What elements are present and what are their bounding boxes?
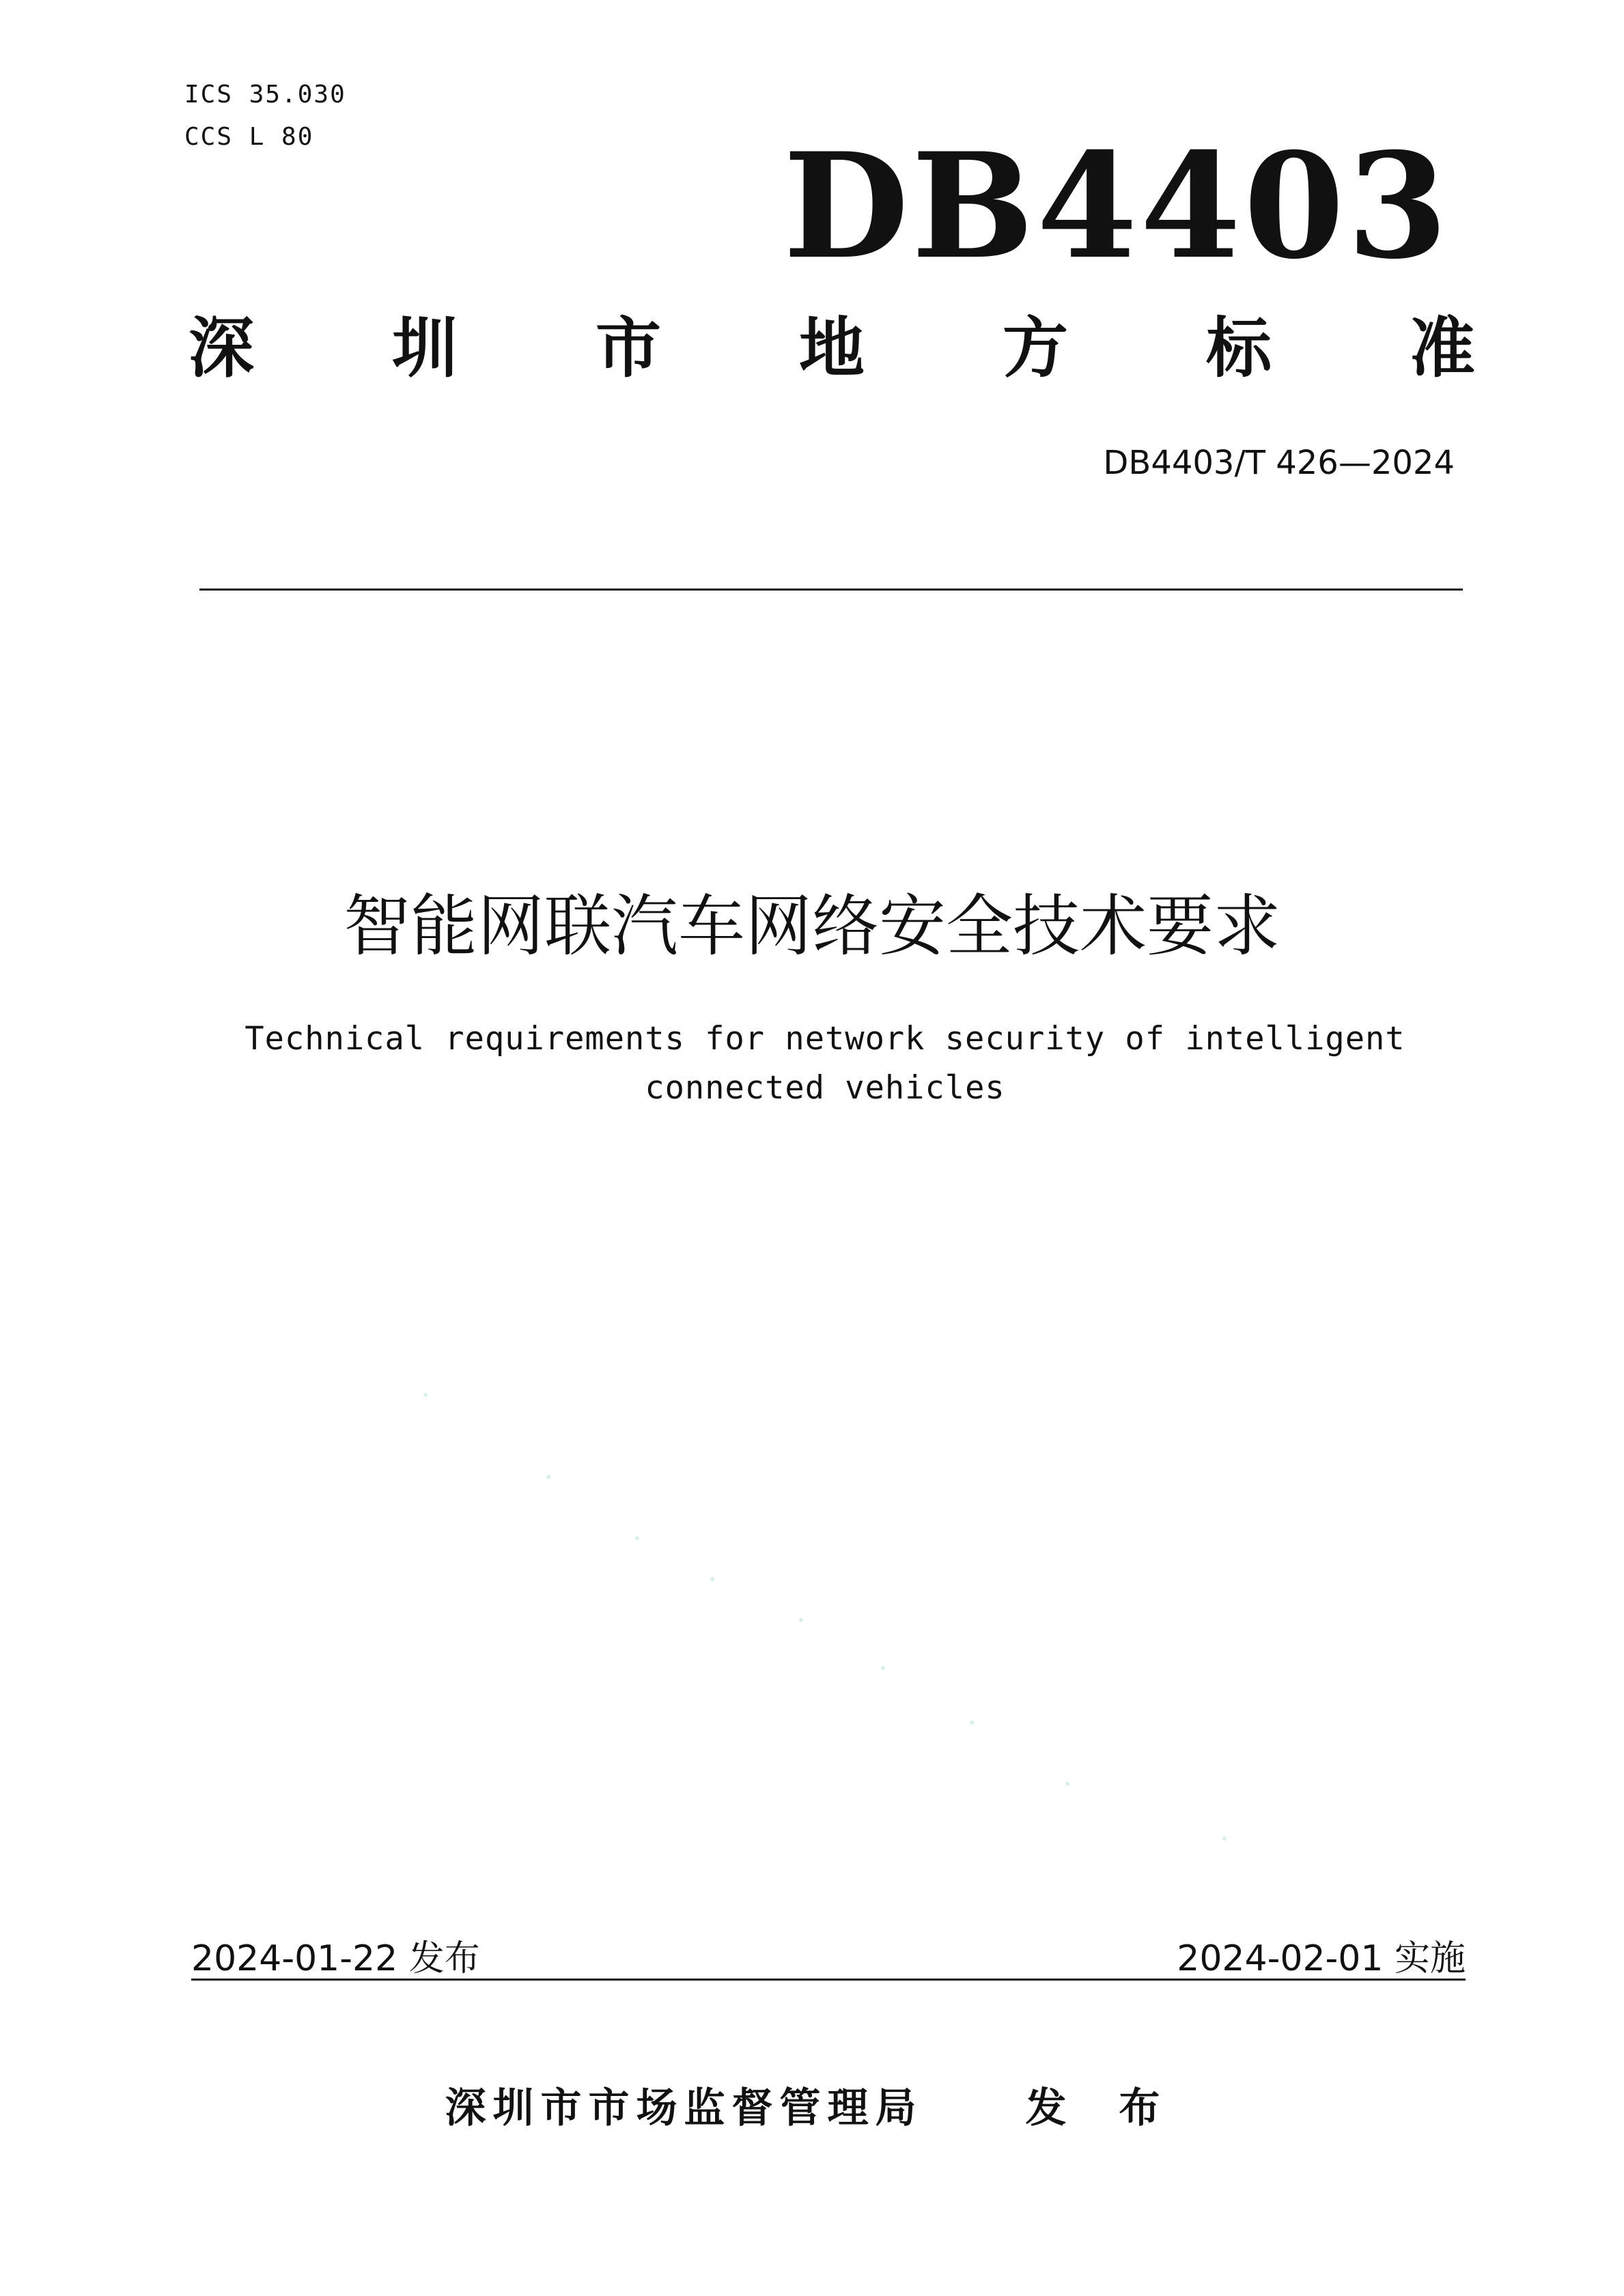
publisher-name: 深圳市市场监督管理局: [445, 2084, 923, 2132]
watermark-speck: [635, 1536, 639, 1540]
standard-type-char: 地: [799, 310, 865, 386]
standard-type-char: 圳: [392, 310, 458, 386]
chinese-title: 智能网联汽车网络安全技术要求: [343, 888, 1280, 965]
watermark-speck: [799, 1618, 803, 1622]
standard-type-char: 方: [1003, 310, 1068, 386]
publish-label: 发 布: [1025, 2084, 1179, 2132]
ccs-code: CCS L 80: [184, 123, 314, 151]
bottom-divider: [191, 1979, 1466, 1981]
top-divider: [199, 589, 1463, 591]
standard-type-heading: [188, 310, 1475, 386]
standard-number: DB4403/T 426—2024: [1103, 444, 1455, 482]
watermark-speck: [1065, 1782, 1069, 1786]
watermark-speck: [710, 1577, 714, 1581]
watermark-speck: [1222, 1837, 1227, 1841]
issue-date: 2024-01-22 发布: [191, 1938, 480, 1979]
standard-type-char: 深: [188, 310, 254, 386]
english-title: Technical requirements for network security of intelligent connected vehicles: [244, 1020, 1405, 1107]
watermark-speck: [423, 1393, 428, 1397]
ics-code: ICS 35.030: [184, 81, 346, 109]
standard-type-char: 市: [596, 310, 661, 386]
watermark-speck: [546, 1475, 550, 1479]
db-code-heading: DB4403: [783, 121, 1451, 291]
standard-type-char: 准: [1410, 310, 1475, 386]
standard-type-char: 标: [1206, 310, 1272, 386]
watermark-speck: [881, 1666, 885, 1670]
publisher-line: [0, 2075, 1624, 2134]
watermark-speck: [970, 1720, 974, 1725]
implementation-date: 2024-02-01 实施: [1177, 1938, 1466, 1979]
